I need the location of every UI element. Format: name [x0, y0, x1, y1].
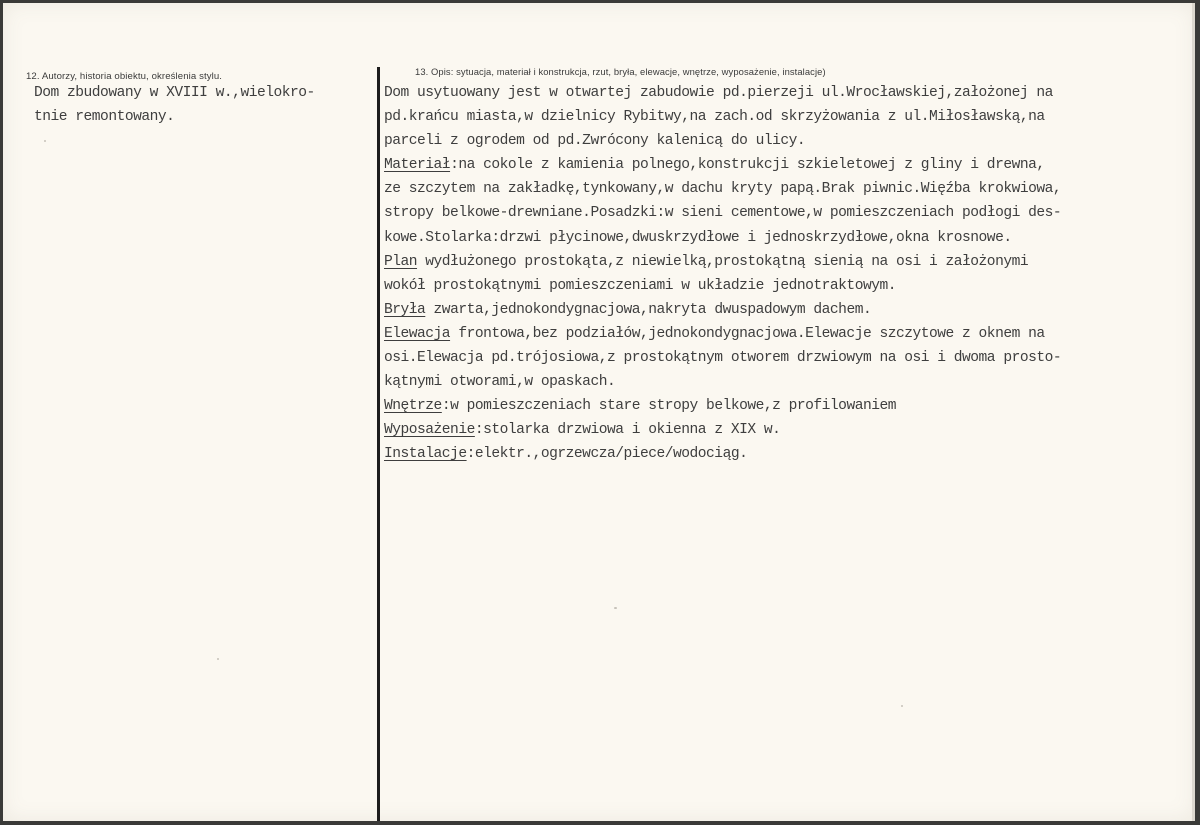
history-column — [34, 81, 369, 129]
plan-paragraph — [384, 250, 1194, 274]
material-text: :na cokole z kamienia polnego,konstrukcji szkieletowej z gliny i drewna, — [450, 157, 1045, 174]
bryla-text: zwarta,jednokondygnacjowa,nakryta dwuspadowym dachem. — [425, 301, 872, 318]
plan-text: wydłużonego prostokąta,z niewielką,prostokątną sienią na osi i założonymi — [417, 253, 1029, 270]
wnetrze-text: :w pomieszczeniach stare stropy belkowe,z profilowaniem — [441, 398, 896, 415]
bryla-label: Bryła — [384, 301, 426, 318]
paper-speck — [217, 658, 219, 660]
elewacja-text: frontowa,bez podziałów,jednokondygnacjowa.Elewacje szczytowe z oknem na — [450, 325, 1045, 342]
paper-speck — [44, 140, 46, 142]
description-line: Dom usytuowany jest w otwartej zabudowie pd.pierzeji ul.Wrocławskiej,założonej na — [384, 85, 1053, 101]
history-line: tnie remontowany. — [34, 109, 175, 125]
document-card — [3, 3, 1195, 821]
instalacje-text: :elektr.,ogrzewcza/piece/wodociąg. — [466, 446, 748, 463]
wnetrze-paragraph — [384, 394, 1194, 418]
section-13-header: 13. Opis: sytuacja, materiał i konstrukcja, rzut, bryła, elewacje, wnętrze, wyposażenie, instalacje) — [415, 66, 826, 77]
description-line: osi.Elewacja pd.trójosiowa,z prostokątnym otworem drzwiowym na osi i dwoma prosto- — [384, 350, 1062, 367]
column-divider — [377, 67, 380, 821]
instalacje-label: Instalacje — [384, 446, 467, 463]
description-line: wokół prostokątnymi pomieszczeniami w układzie jednotraktowym. — [384, 277, 896, 294]
description-line: kowe.Stolarka:drzwi płycinowe,dwuskrzydłowe i jednoskrzydłowe,okna krosnowe. — [384, 229, 1012, 246]
wyposazenie-label: Wyposażenie — [384, 422, 475, 439]
section-12-header: 12. Autorzy, historia obiektu, określenia stylu. — [26, 71, 223, 82]
plan-label: Plan — [384, 253, 418, 270]
wyposazenie-paragraph — [384, 418, 1194, 442]
description-line: stropy belkowe-drewniane.Posadzki:w sieni cementowe,w pomieszczeniach podłogi des- — [384, 205, 1062, 222]
wyposazenie-text: :stolarka drzwiowa i okienna z XIX w. — [474, 422, 781, 439]
paper-speck — [614, 607, 617, 609]
description-line: ze szczytem na zakładkę,tynkowany,w dachu kryty papą.Brak piwnic.Więźba krokwiowa, — [384, 181, 1062, 198]
history-line: Dom zbudowany w XVIII w.,wielokro- — [34, 85, 315, 101]
elewacja-paragraph — [384, 322, 1194, 346]
bryla-paragraph — [384, 298, 1194, 322]
material-paragraph — [384, 153, 1194, 177]
description-line: kątnymi otworami,w opaskach. — [384, 374, 616, 391]
description-line: pd.krańcu miasta,w dzielnicy Rybitwy,na zach.od skrzyżowania z ul.Miłosławską,na — [384, 109, 1045, 126]
wnetrze-label: Wnętrze — [384, 398, 442, 415]
material-label: Materiał — [384, 157, 451, 174]
elewacja-label: Elewacja — [384, 325, 451, 342]
paper-speck — [901, 705, 903, 707]
instalacje-paragraph — [384, 442, 1194, 466]
description-line: parceli z ogrodem od pd.Zwrócony kalenicą do ulicy. — [384, 133, 806, 150]
description-column — [384, 81, 1194, 467]
